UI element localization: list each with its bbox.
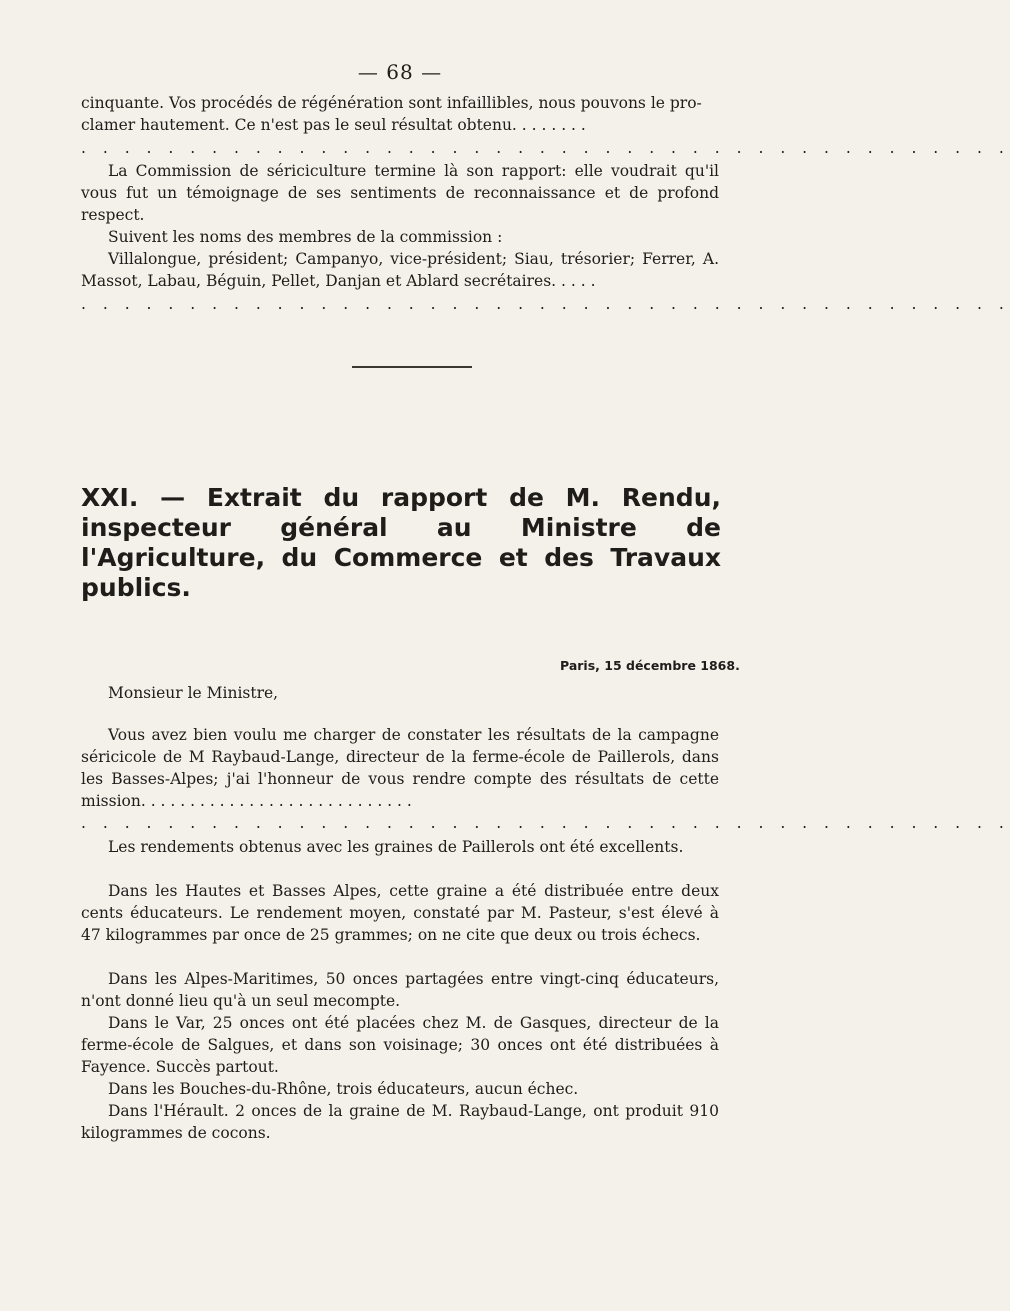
letter-paragraph: Dans les Hautes et Basses Alpes, cette graine a été distribuée entre deux cents éducateurs. Le rendement moyen, constaté par M. Pasteur, s'est élevé à 47 kilogrammes par once de 25 grammes; on ne cite que deux ou trois échecs. — [81, 882, 719, 944]
letter-paragraph: Les rendements obtenus avec les graines de Paillerols ont été excellents. — [108, 838, 684, 856]
ellipsis-line: . . . . . . . . . . . . . . . . . . . . . . . . . . . . . . . . . . . . . . . . . . . — [81, 139, 1010, 157]
opening-text — [81, 92, 719, 136]
letter-paragraph: Dans les Bouches-du-Rhône, trois éducateurs, aucun échec. — [108, 1080, 579, 1098]
page-number: — 68 — — [357, 60, 443, 84]
letter-paragraph: Dans le Var, 25 onces ont été placées chez M. de Gasques, directeur de la ferme-école de Salgues, et dans son voisinage; 30 onces ont été distribuées à Fayence. Succès partout. — [81, 1014, 719, 1076]
opening-line-2: clamer hautement. Ce n'est pas le seul résultat obtenu. . . . . . . . — [81, 116, 586, 134]
letter-salutation: Monsieur le Ministre, — [108, 684, 279, 702]
members-paragraph: Villalongue, président; Campanyo, vice-président; Siau, trésorier; Ferrer, A. Massot, Labau, Béguin, Pellet, Danjan et Ablard secrétaires. . . . . — [81, 250, 719, 290]
commission-paragraph: La Commission de sériciculture termine là son rapport: elle voudrait qu'il vous fut un témoignage de ses sentiments de reconnaissance et de profond respect. — [81, 162, 719, 224]
opening-line-1: cinquante. Vos procédés de régénération sont infaillibles, nous pouvons le pro- — [81, 94, 702, 112]
letter-paragraph: Vous avez bien voulu me charger de constater les résultats de la campagne séricicole de M Raybaud-Lange, directeur de la ferme-école de Paillerols, dans les Basses-Alpes; j'ai l'honneur de vous rendre compte des résultats de cette mission. . . . . . . . . . . . . . . . . . . . . . . . . . . . — [81, 726, 719, 810]
letter-paragraph: Dans les Alpes-Maritimes, 50 onces partagées entre vingt-cinq éducateurs, n'ont donné lieu qu'à un seul mecompte. — [81, 970, 719, 1010]
ellipsis-line: . . . . . . . . . . . . . . . . . . . . . . . . . . . . . . . . . . . . . . . . . . . — [81, 295, 1010, 313]
members-intro: Suivent les noms des membres de la commission : — [108, 228, 503, 246]
section-divider — [352, 366, 472, 368]
section-heading: XXI. — Extrait du rapport de M. Rendu, inspecteur général au Ministre de l'Agriculture, du Commerce et des Travaux publics. — [81, 483, 721, 602]
ellipsis-line: . . . . . . . . . . . . . . . . . . . . . . . . . . . . . . . . . . . . . . . . . . . — [81, 814, 1010, 832]
letter-dateline: Paris, 15 décembre 1868. — [560, 658, 740, 673]
letter-paragraph: Dans l'Hérault. 2 onces de la graine de M. Raybaud-Lange, ont produit 910 kilogrammes de cocons. — [81, 1102, 719, 1142]
